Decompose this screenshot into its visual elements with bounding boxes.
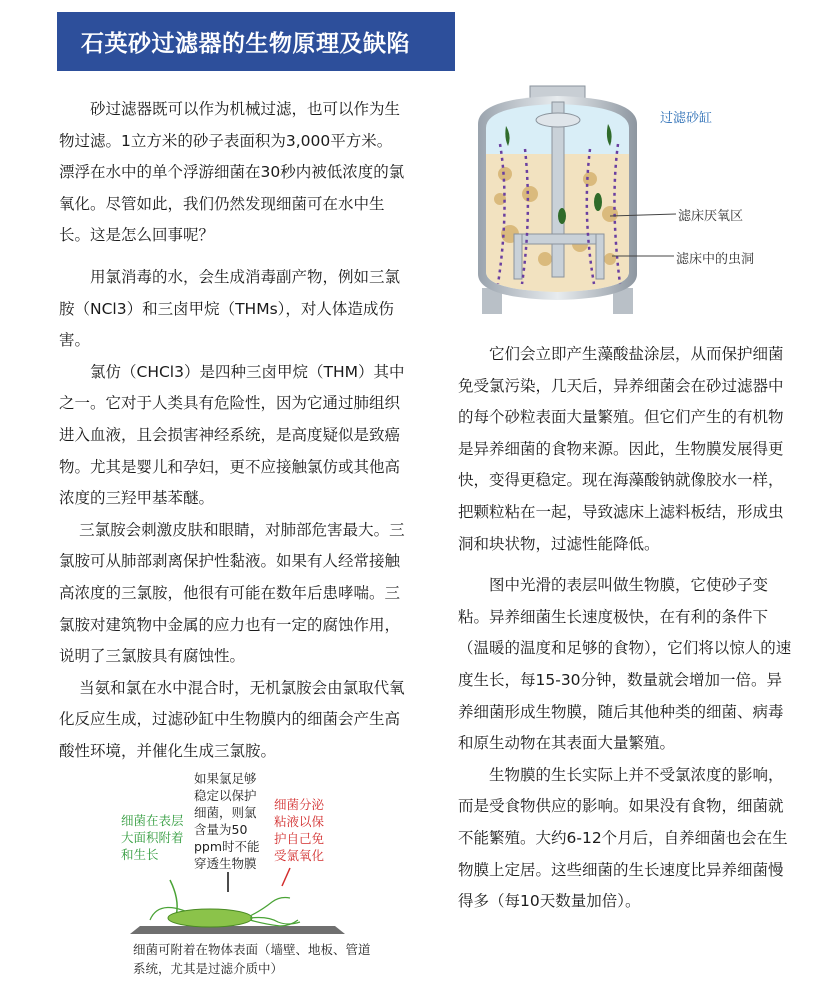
mucus-note: 细菌分泌粘液以保护自己免受氯氧化 [274, 797, 325, 863]
bacteria-illustration [120, 860, 350, 940]
paragraph: 三氯胺会刺激皮肤和眼睛，对肺部危害最大。三氯胺可从肺部剥离保护性黏液。如果有人经常接触高浓度的三氯胺，他很有可能在数年后患哮喘。三氯胺对建筑物中金属的应力也有一定的腐蚀作用，说明了三氯胺具有腐蚀性。 [59, 520, 405, 666]
page-title: 石英砂过滤器的生物原理及缺陷 [57, 12, 455, 71]
label-leader-lines [600, 200, 680, 270]
paragraph: 氯仿（CHCl3）是四种三卤甲烷（THM）其中之一。它对于人类具有危险性，因为它通过肺组织进入血液，且会损害神经系统，是高度疑似是致癌物。尤其是婴儿和孕妇，更不应接触氯仿或其他高浓度的三羟甲基苯醚。 [59, 362, 405, 508]
wormhole-label: 滤床中的虫洞 [676, 252, 755, 267]
paragraph: 它们会立即产生藻酸盐涂层，从而保护细菌免受氯污染，几天后，异养细菌会在砂过滤器中的每个砂粒表面大量繁殖。但它们产生的有机物是异养细菌的食物来源。因此，生物膜发展得更快，变得更稳定。现在海藻酸钠就像胶水一样，把颗粒粘在一起，导致滤床上滤料板结，形成虫洞和块状物，过滤性能降低。 [458, 345, 784, 553]
anoxic-zone-label: 滤床厌氧区 [678, 209, 744, 224]
paragraph: 砂过滤器既可以作为机械过滤，也可以作为生物过滤。1立方米的砂子表面积为3,000平方米。漂浮在水中的单个浮游细菌在30秒内被低浓度的氯氧化。尽管如此，我们仍然发现细菌可在水中生长。这是怎么回事呢？ [59, 100, 405, 245]
bacteria-caption: 细菌可附着在物体表面（墙壁、地板、管道系统，尤其是过滤介质中） [133, 942, 371, 976]
paragraph: 生物膜的生长实际上并不受氯浓度的影响，而是受食物供应的影响。如果没有食物，细菌就不能繁殖。大约6-12个月后，自养细菌也会在生物膜上定居。这些细菌的生长速度比异养细菌慢得多（每10天数量加倍）。 [458, 765, 788, 911]
surface-growth-note: 细菌在表层大面积附着和生长 [121, 813, 184, 862]
tank-label: 过滤砂缸 [660, 111, 713, 126]
right-column [458, 339, 794, 918]
left-column [59, 94, 405, 767]
paragraph: 当氨和氯在水中混合时，无机氯胺会由氯取代氧化反应生成，过滤砂缸中生物膜内的细菌会产生高酸性环境，并催化生成三氯胺。 [59, 678, 405, 760]
paragraph: 图中光滑的表层叫做生物膜，它使砂子变粘。异养细菌生长速度极快，在有利的条件下（温暖的温度和足够的食物），它们将以惊人的速度生长，每15-30分钟，数量就会增加一倍。异养细菌形成生物膜，随后其他种类的细菌、病毒和原生动物在其表面大量繁殖。 [458, 576, 792, 753]
paragraph: 用氯消毒的水，会生成消毒副产物，例如三氯胺（NCl3）和三卤甲烷（THMs），对人体造成伤害。 [59, 267, 401, 350]
chlorine-note: 如果氯足够稳定以保护细菌，则氯含量为50 ppm时不能穿透生物膜 [194, 771, 260, 871]
